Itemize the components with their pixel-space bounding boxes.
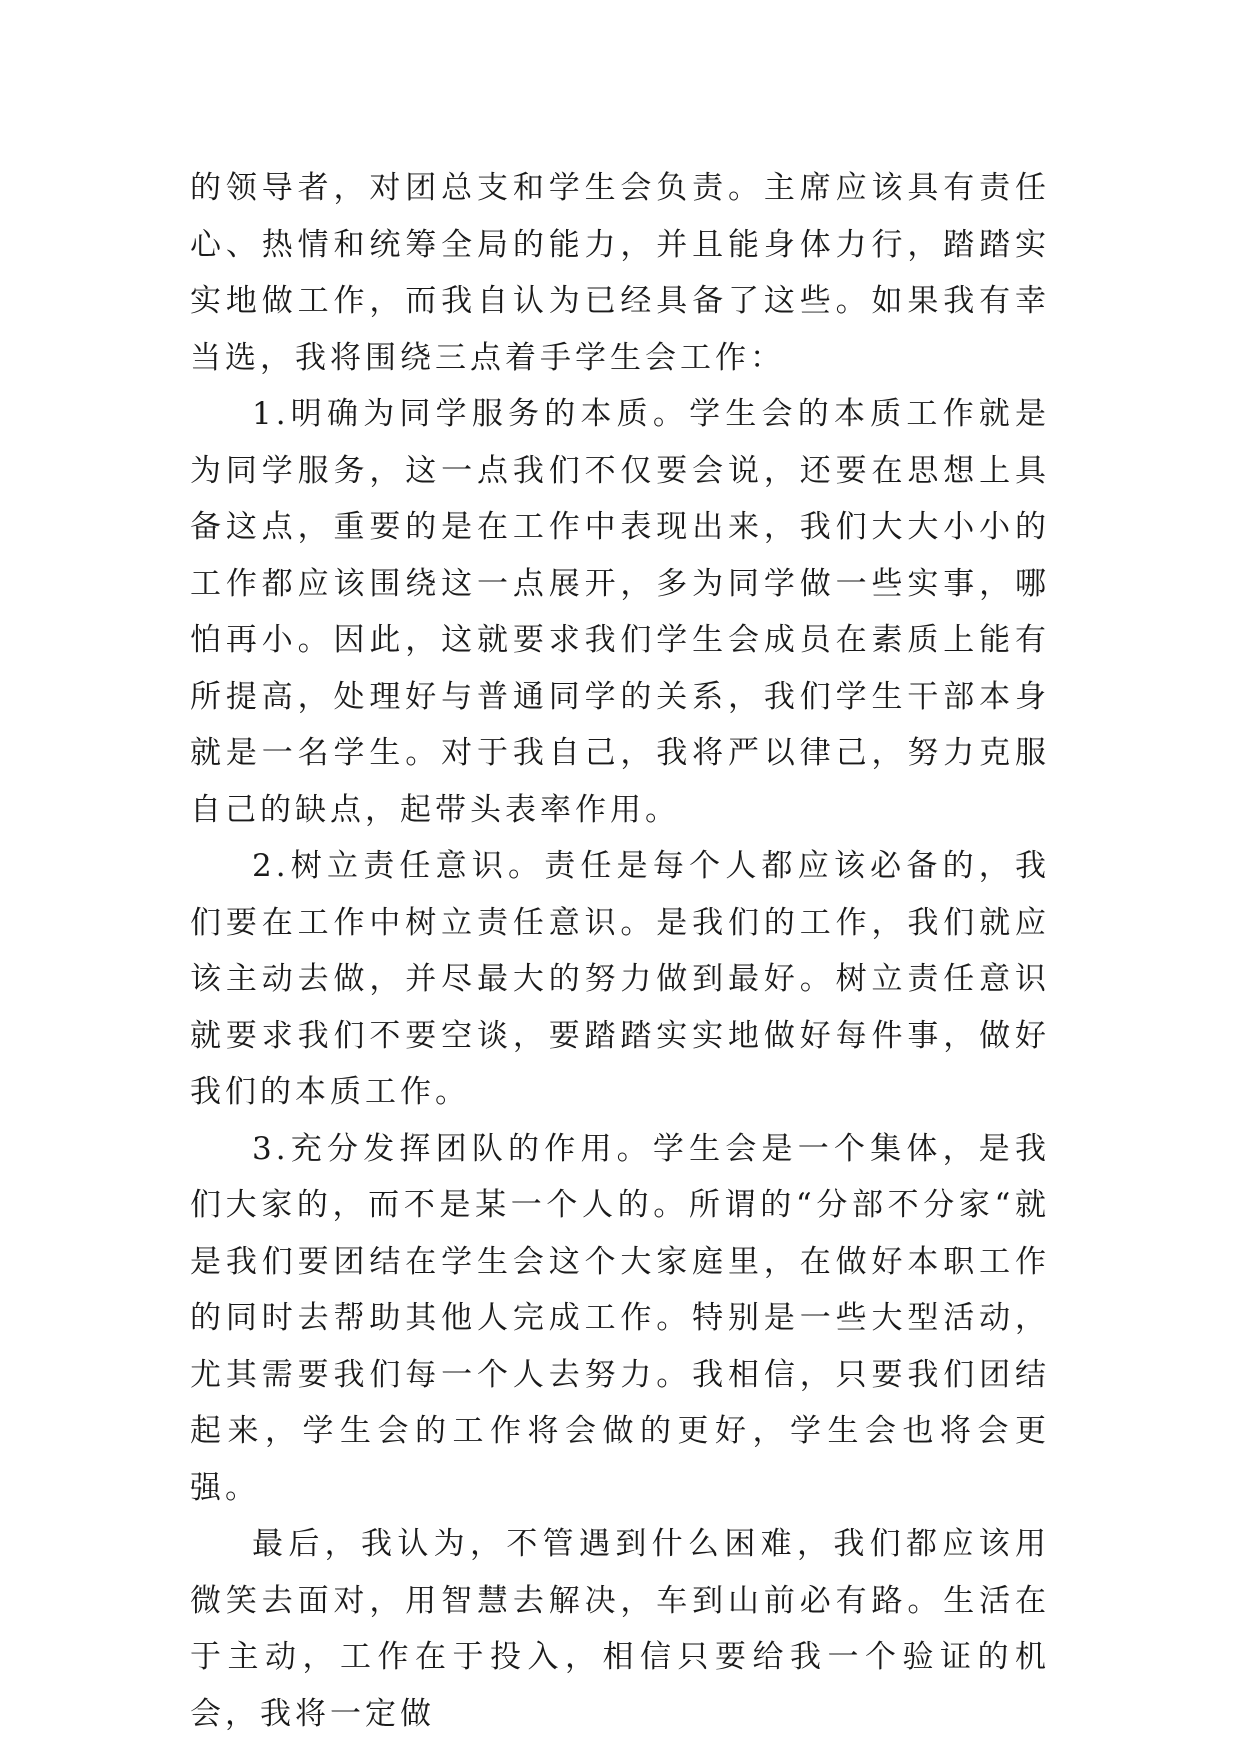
paragraph-point-2: 2.树立责任意识。责任是每个人都应该必备的，我们要在工作中树立责任意识。是我们的工作，我们就应该主动去做，并尽最大的努力做到最好。树立责任意识就要求我们不要空谈，要踏踏实实地做好每件事，做好我们的本质工作。 [190, 848, 1050, 1110]
paragraph-intro: 的领导者，对团总支和学生会负责。主席应该具有责任心、热情和统筹全局的能力，并且能身体力行，踏踏实实地做工作，而我自认为已经具备了这些。如果我有幸当选，我将围绕三点着手学生会工作： [190, 170, 1050, 376]
paragraph-conclusion: 最后，我认为，不管遇到什么困难，我们都应该用微笑去面对，用智慧去解决，车到山前必有路。生活在于主动，工作在于投入，相信只要给我一个验证的机会，我将一定做 [190, 1526, 1050, 1732]
paragraph-point-3: 3.充分发挥团队的作用。学生会是一个集体，是我们大家的，而不是某一个人的。所谓的“分部不分家“就是我们要团结在学生会这个大家庭里，在做好本职工作的同时去帮助其他人完成工作。特别是一些大型活动，尤其需要我们每一个人去努力。我相信，只要我们团结起来，学生会的工作将会做的更好，学生会也将会更强。 [190, 1130, 1050, 1506]
document-body [190, 160, 1050, 1742]
paragraph-point-1: 1.明确为同学服务的本质。学生会的本质工作就是为同学服务，这一点我们不仅要会说，还要在思想上具备这点，重要的是在工作中表现出来，我们大大小小的工作都应该围绕这一点展开，多为同学做一些实事，哪怕再小。因此，这就要求我们学生会成员在素质上能有所提高，处理好与普通同学的关系，我们学生干部本身就是一名学生。对于我自己，我将严以律己，努力克服自己的缺点，起带头表率作用。 [190, 396, 1050, 828]
